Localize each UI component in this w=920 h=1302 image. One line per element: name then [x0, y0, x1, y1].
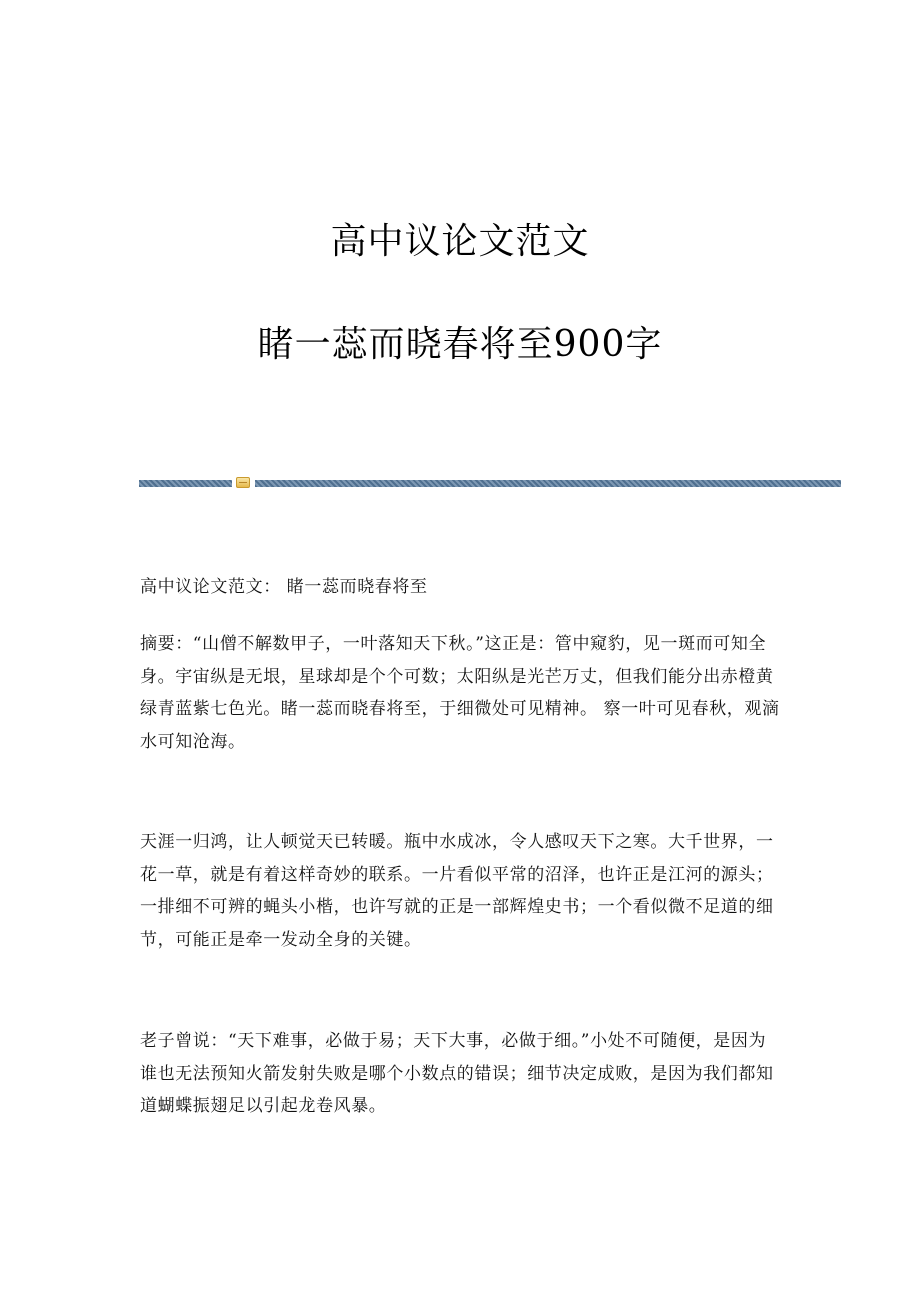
- paragraph-body-1: 天涯一归鸿，让人顿觉天已转暖。瓶中水成冰，令人感叹天下之寒。大千世界，一花一草，就是有着这样奇妙的联系。一片看似平常的沼泽，也许正是江河的源头；一排细不可辨的蝇头小楷，也许写就的正是一部辉煌史书；一个看似微不足道的细节，可能正是牵一发动全身的关键。: [140, 832, 774, 950]
- document-subtitle: 睹一蕊而晓春将至900字: [257, 324, 663, 365]
- paragraph-abstract: 摘要：“山僧不解数甲子，一叶落知天下秋。”这正是：管中窥豹，见一斑而可知全身。宇宙纵是无垠，星球却是个个可数；太阳纵是光芒万丈，但我们能分出赤橙黄绿青蓝紫七色光。睹一蕊而晓春将至，于细微处可见精神。 察一叶可见春秋，观滴水可知沧海。: [140, 634, 780, 752]
- document-title: 高中议论文范文: [330, 221, 590, 262]
- paragraph-heading: 高中议论文范文： 睹一蕊而晓春将至: [140, 577, 428, 597]
- paragraph-body-2: 老子曾说：“天下难事，必做于易；天下大事，必做于细。”小处不可随便，是因为谁也无法预知火箭发射失败是哪个小数点的错误；细节决定成败，是因为我们都知道蝴蝶振翅足以引起龙卷风暴。: [140, 1031, 774, 1116]
- divider-bar-left: [139, 480, 232, 487]
- decorative-divider: [139, 476, 841, 490]
- divider-ornament-icon: [236, 477, 250, 488]
- divider-bar-right: [255, 480, 841, 487]
